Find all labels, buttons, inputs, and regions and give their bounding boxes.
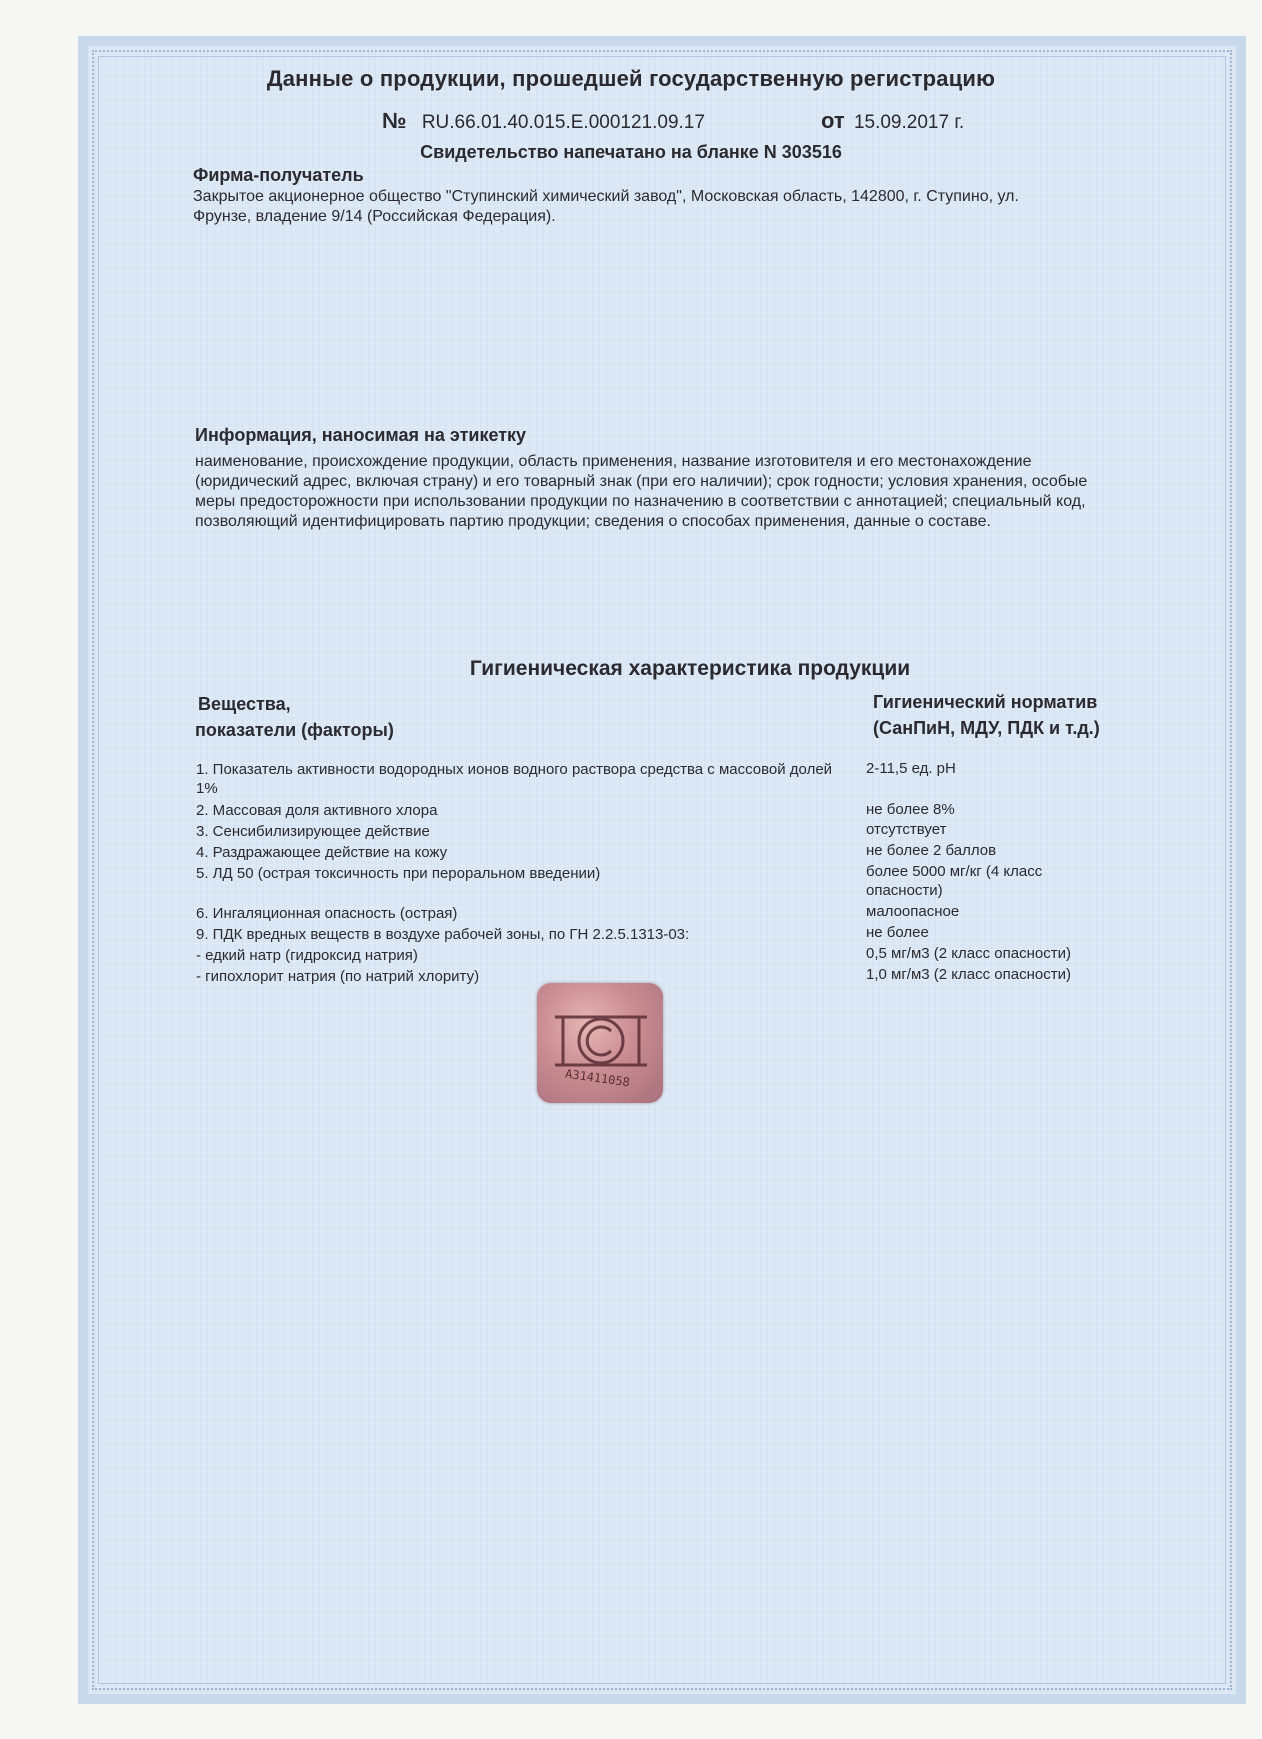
table-row-factor: 1. Показатель активности водородных ионов водного раствора средства с массовой долей 1% [196,761,833,797]
table-row-norm: не более [866,924,929,941]
column-header-factors-line2: показатели (факторы) [195,720,394,740]
table-row-factor: 4. Раздражающее действие на кожу [196,844,448,861]
table-row-norm: 0,5 мг/м3 (2 класс опасности) [866,945,1071,962]
table-row-factor: - гипохлорит натрия (по натрий хлориту) [196,968,480,985]
table-row-factor: 3. Сенсибилизирующее действие [196,823,430,840]
hologram-code: А31411058 [564,1066,631,1090]
label-info-text: наименование, происхождение продукции, область применения, название изготовителя и его местонахождение (юридический адрес, включая страну) и его товарный знак (при его наличии); срок годности; условия хранения, особые меры предосторожности при использовании продукции по назначению в соответствии с аннотацией; специальный код, позволяющий идентифицировать партию продукции; сведения о способах применения, данные о составе. [195,453,1088,530]
blank-number-line: Свидетельство напечатано на бланке N 303516 [420,142,842,162]
table-row-factor: 5. ЛД 50 (острая токсичность при пероральном введении) [196,865,601,882]
hygiene-heading: Гигиеническая характеристика продукции [469,657,911,680]
table-row-factor: - едкий натр (гидроксид натрия) [196,947,418,964]
registration-number-line [382,108,705,134]
table-row-norm: отсутствует [866,821,947,838]
table-row-norm: 2-11,5 ед. pH [866,760,956,777]
registration-date: 15.09.2017 г. [853,112,965,133]
table-row-norm: малоопасное [866,903,960,920]
table-row-norm: не более 8% [866,801,955,818]
registration-number: RU.66.01.40.015.Е.000121.09.17 [421,112,705,133]
recipient-text: Закрытое акционерное общество "Ступинский химический завод", Московская область, 142800, г. Ступино, ул. Фрунзе, владение 9/14 (Российская Федерация). [193,188,1019,225]
table-row-factor: 2. Массовая доля активного хлора [196,802,438,819]
document-title: Данные о продукции, прошедшей государственную регистрацию [266,66,996,91]
table-row-norm: более 5000 мг/кг (4 класс опасности) [866,863,1043,899]
hologram-seal [537,983,663,1103]
date-label: от [821,108,845,133]
table-row-factor: 9. ПДК вредных веществ в воздухе рабочей зоны, по ГН 2.2.5.1313-03: [196,926,690,943]
registration-date-line [821,108,964,134]
column-header-norm-line2: (СанПиН, МДУ, ПДК и т.д.) [873,718,1100,738]
recipient-heading: Фирма-получатель [193,165,364,185]
column-header-factors-line1: Вещества, [198,694,291,714]
table-row-norm: не более 2 баллов [866,842,997,859]
column-header-norm [873,689,1100,741]
label-info-heading: Информация, наносимая на этикетку [195,425,527,445]
table-row-norm: 1,0 мг/м3 (2 класс опасности) [866,966,1071,983]
number-label: № [382,108,407,133]
table-row-factor: 6. Ингаляционная опасность (острая) [196,905,458,922]
column-header-factors [195,691,394,743]
column-header-norm-line1: Гигиенический норматив [873,692,1098,712]
